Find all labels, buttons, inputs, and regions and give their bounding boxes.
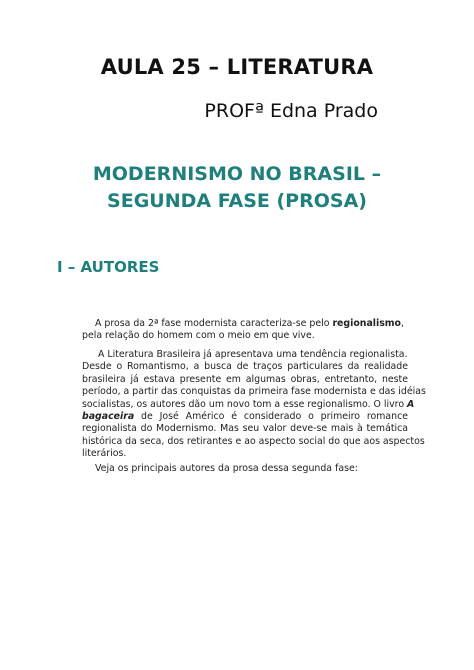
paragraph-2-line-6-text: de José Américo é considerado o primeiro romance [134,411,408,423]
main-heading [0,161,474,215]
paragraph-3-text: Veja os principais autores da prosa dessa segunda fase: [95,463,358,474]
main-heading-line-1: MODERNISMO NO BRASIL – [92,163,382,185]
paragraph-2-line-8: histórica da seca, dos retirantes e ao aspecto social do que aos aspectos [82,435,425,447]
paragraph-2-line-1-text: A Literatura Brasileira já apresentava uma tendência regionalista. [98,349,408,360]
paragraph-2-line-6 [82,411,408,423]
main-heading-line-2: SEGUNDA FASE (PROSA) [107,190,367,212]
paragraph-2-line-5 [82,398,415,411]
paragraph-3 [82,463,408,475]
paragraph-2-line-7: regionalista do Modernismo. Mas seu valor deve-se mais à temática [82,423,408,435]
paragraph-1-line-1 [82,318,408,330]
paragraph-2-line-3: brasileira já estava presente em algumas obras, entretanto, neste [82,373,408,385]
book-title-bagaceira: bagaceira [82,411,135,423]
author-line: PROFª Edna Prado [204,100,378,122]
paragraph-2-line-9: literários. [82,448,127,460]
paragraph-2-line-1 [82,349,408,361]
paragraph-2-line-2: Desde o Romantismo, a busca de traços particulares da realidade [82,361,408,373]
section-heading: I – AUTORES [57,258,160,276]
paragraph-1-line-2: pela relação do homem com o meio em que vive. [82,330,315,342]
paragraph-1 [82,318,408,343]
book-title-a: A [407,398,415,410]
paragraph-2-line-4: período, a partir das conquistas da primeira fase modernista e das idéias [82,386,426,398]
paragraph-1-comma: , [401,318,404,329]
paragraph-1-text: A prosa da 2ª fase modernista caracteriza-se pelo [95,318,333,329]
paragraph-2-line-5-text: socialistas, os autores dão um novo tom a esse regionalismo. O livro [82,398,408,410]
page-title: AULA 25 – LITERATURA [100,55,374,79]
keyword-regionalismo: regionalismo [332,318,402,329]
paragraph-2 [82,349,426,461]
